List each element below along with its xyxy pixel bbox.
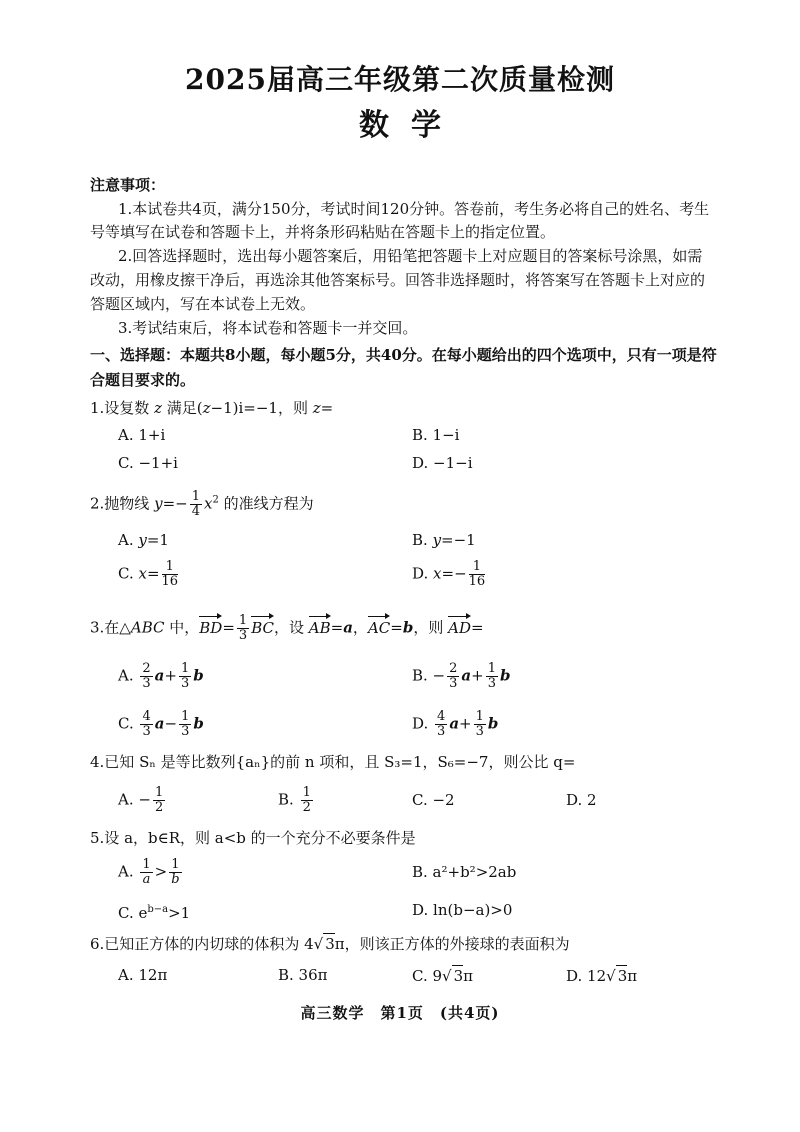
question-6-stem: 6.已知正方体的内切球的体积为 4√ 3π，则该正方体的外接球的表面积为 xyxy=(90,935,570,953)
section-heading-1: 一、选择题：本题共8小题，每小题5分，共40分。在每小题给出的四个选项中，只有一项是符 xyxy=(90,346,717,364)
q1-option-a: A. 1+i xyxy=(118,426,166,444)
q1-option-b: B. 1−i xyxy=(412,426,460,444)
notice-item-1b: 号等填写在试卷和答题卡上，并将条形码粘贴在答题卡上的指定位置。 xyxy=(90,223,556,241)
page-footer: 高三数学 第1页 (共4页) xyxy=(300,1004,500,1022)
q4-option-d: D. 2 xyxy=(566,791,597,809)
q2-option-a: A. y=1 xyxy=(118,531,169,549)
q2-option-d: D. x=− $\frac{1}{16}$ xyxy=(412,559,486,589)
notice-item-2b: 改动，用橡皮擦干净后，再选涂其他答案标号。回答非选择题时，将答案写在答题卡上对应的 xyxy=(90,271,706,289)
question-3-stem: 3.在△ABC 中，BD= $\frac{1}{3}$ BC，设 AB=a，AC=b，则 AD= xyxy=(90,613,484,643)
q6-option-a: A. 12π xyxy=(118,966,168,984)
q3-option-c: C. $\frac{4}{3}$ a− $\frac{1}{3}$ b xyxy=(118,709,204,739)
q5-option-a: A. $\frac{1}{a}$ > $\frac{1}{b}$ xyxy=(118,857,180,887)
q5-option-c: C. $e^{b-a}>1$ xyxy=(118,904,191,922)
notice-item-2a: 2.回答选择题时，选出每小题答案后，用铅笔把答题卡上对应题目的答案标号涂黑，如需 xyxy=(118,247,703,265)
notice-item-2c: 答题区域内，写在本试卷上无效。 xyxy=(90,295,316,313)
q1-option-d: D. −1−i xyxy=(412,454,473,472)
q2-option-b: B. y=−1 xyxy=(412,531,476,549)
q3-option-d: D. $\frac{4}{3}$ a+ $\frac{1}{3}$ b xyxy=(412,709,499,739)
vector-ab: AB xyxy=(308,618,331,637)
q3-option-b: B. − $\frac{2}{3}$ a+ $\frac{1}{3}$ b xyxy=(412,661,511,691)
notice-item-3: 3.考试结束后，将本试卷和答题卡一并交回。 xyxy=(118,319,418,337)
notice-heading: 注意事项： xyxy=(90,176,166,194)
q6-option-c: C. 9√ 3π xyxy=(412,967,473,985)
q4-option-a: A. − $\frac{1}{2}$ xyxy=(118,785,164,815)
question-4-stem: 4.已知 Sₙ 是等比数列{aₙ}的前 n 项和，且 S₃=1，S₆=−7，则公比 q= xyxy=(90,753,576,771)
vector-ad: AD xyxy=(448,618,471,637)
q6-option-b: B. 36π xyxy=(278,966,328,984)
q1-option-c: C. −1+i xyxy=(118,454,178,472)
question-2-stem: 2.抛物线 y=− $\frac{1}{4}$ $x^2$ 的准线方程为 xyxy=(90,489,314,519)
section-heading-2: 合题目要求的。 xyxy=(90,371,196,389)
exam-title: 2025届高三年级第二次质量检测 xyxy=(185,63,615,96)
question-5-stem: 5.设 a，b∈R，则 a<b 的一个充分不必要条件是 xyxy=(90,829,416,847)
q2-option-c: C. x= $\frac{1}{16}$ xyxy=(118,559,179,589)
q4-option-c: C. −2 xyxy=(412,791,455,809)
q4-option-b: B. $\frac{1}{2}$ xyxy=(278,785,311,815)
q6-option-d: D. 12√ 3π xyxy=(566,967,638,985)
vector-bc: BC xyxy=(251,618,274,637)
q5-option-b: B. a²+b²>2ab xyxy=(412,863,517,881)
question-1-stem: 1.设复数 z 满足(z−1)i=−1，则 z= xyxy=(90,399,334,417)
subject-title: 数学 xyxy=(359,108,463,143)
q5-option-d: D. ln(b−a)>0 xyxy=(412,901,513,919)
vector-bd: BD xyxy=(199,618,223,637)
q3-option-a: A. $\frac{2}{3}$ a+ $\frac{1}{3}$ b xyxy=(118,661,204,691)
vector-ac: AC xyxy=(367,618,391,637)
notice-item-1a: 1.本试卷共4页，满分150分，考试时间120分钟。答卷前，考生务必将自己的姓名、考生 xyxy=(118,200,710,218)
